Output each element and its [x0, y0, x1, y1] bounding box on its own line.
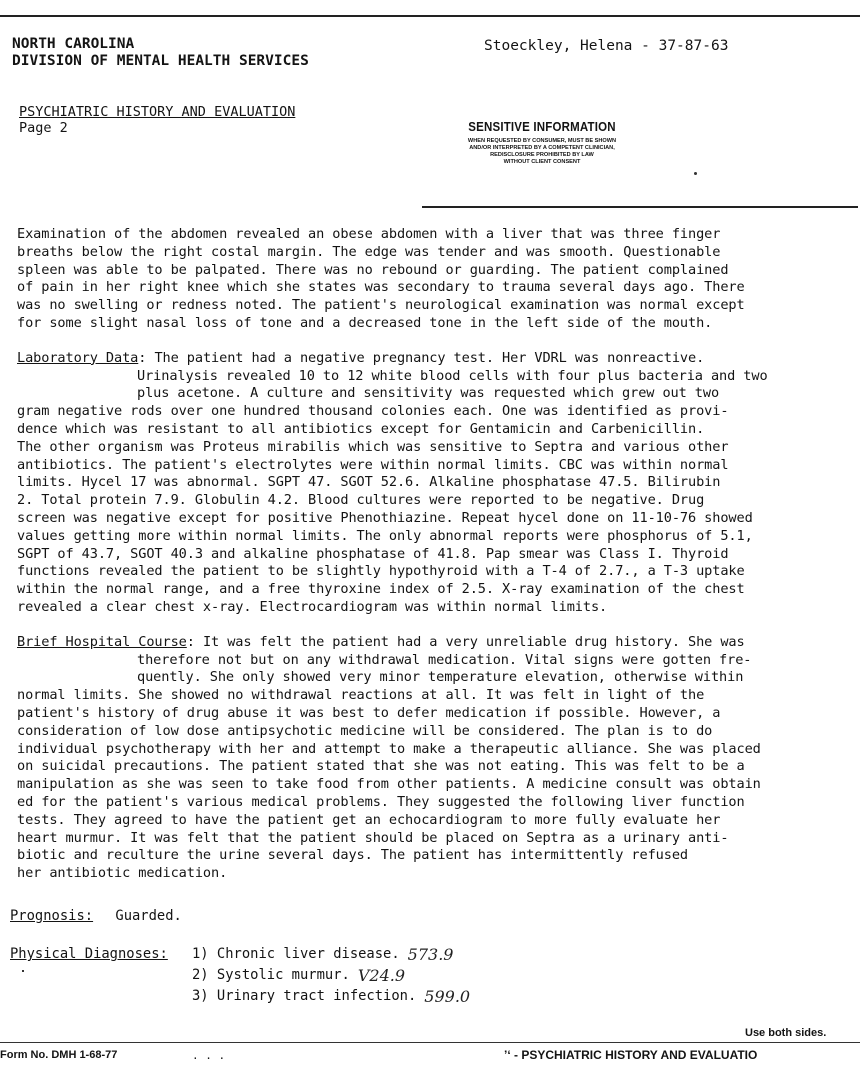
sensitive-information-stamp — [436, 120, 648, 166]
abdomen-paragraph — [17, 226, 857, 333]
text-line: patient's history of drug abuse it was best to defer medication if possible. However, a — [17, 704, 721, 721]
top-border-line — [0, 15, 860, 17]
diagnosis-text: 2) Systolic murmur. — [192, 967, 350, 983]
agency-header — [12, 36, 309, 70]
diagnosis-text: 1) Chronic liver disease. — [192, 946, 400, 962]
header-rule — [422, 206, 858, 208]
text-line: The other organism was Proteus mirabilis which was sensitive to Septra and various other — [17, 438, 729, 455]
text-line: normal limits. She showed no withdrawal reactions at all. It was felt in light of the — [17, 687, 705, 704]
text-line: for some slight nasal loss of tone and a decreased tone in the left side of the mouth. — [17, 314, 713, 331]
text-line: Laboratory Data: The patient had a negative pregnancy test. Her VDRL was nonreactive. — [17, 349, 705, 366]
text-line: plus acetone. A culture and sensitivity was requested which grew out two — [137, 385, 720, 402]
text-line: gram negative rods over one hundred thousand colonies each. One was identified as provi- — [17, 403, 729, 420]
report-body — [17, 226, 857, 883]
text-line: quently. She only showed very minor temperature elevation, otherwise within — [137, 669, 744, 686]
stamp-fine-print — [436, 138, 648, 166]
stamp-line: WITHOUT CLIENT CONSENT — [503, 159, 581, 165]
text-line: functions revealed the patient to be slightly hypothyroid with a T-4 of 2.7., a T-3 uptake — [17, 563, 745, 580]
stamp-line: WHEN REQUESTED BY CONSUMER, MUST BE SHOWN — [467, 138, 617, 144]
text-line: therefore not but on any withdrawal medication. Vital signs were gotten fre- — [137, 651, 752, 668]
diagnosis-code-handwritten: 599.0 — [424, 987, 471, 1006]
form-title: PSYCHIATRIC HISTORY AND EVALUATION — [19, 104, 296, 120]
prognosis-heading: Prognosis: — [10, 908, 94, 924]
text-line: biotic and reculture the urine several days. The patient has intermittently refused — [17, 847, 688, 864]
text-line: was no swelling or redness noted. The patient's neurological examination was normal except — [17, 297, 745, 314]
laboratory-data-section — [17, 350, 857, 617]
text-line: of pain in her right knee which she states was secondary to trauma several days ago. There — [17, 279, 745, 296]
form-number: Form No. DMH 1-68-77 — [0, 1049, 118, 1061]
course-first-line: It was felt the patient had a very unreliable drug history. She was — [202, 633, 745, 650]
use-both-sides-note: Use both sides. — [745, 1027, 827, 1039]
text-line: SGPT of 43.7, SGOT 40.3 and alkaline phosphatase of 41.8. Pap smear was Class I. Thyroid — [17, 545, 729, 562]
text-line: within the normal range, and a free thyroxine index of 2.5. X-ray examination of the chest — [17, 581, 745, 598]
text-line: tests. They agreed to have the patient get an echocardiogram to more fully evaluate her — [17, 811, 721, 828]
patient-identifier: Stoeckley, Helena - 37-87-63 — [484, 38, 729, 54]
prognosis-line — [10, 908, 182, 924]
text-line: Brief Hospital Course: It was felt the patient had a very unreliable drug history. She was — [17, 633, 745, 650]
text-line: 2. Total protein 7.9. Globulin 4.2. Blood cultures were reported to be negative. Drug — [17, 492, 705, 509]
diagnosis-text: 3) Urinary tract infection. — [192, 988, 417, 1004]
physical-diagnoses — [10, 944, 470, 1007]
diagnosis-code-handwritten: 573.9 — [407, 945, 454, 964]
text-line: manipulation as she was seen to take food from other patients. A medicine consult was obtain — [17, 776, 761, 793]
text-line: breaths below the right costal margin. The edge was tender and was smooth. Questionable — [17, 243, 721, 260]
text-line: her antibiotic medication. — [17, 865, 228, 882]
lab-first-line: The patient had a negative pregnancy test. Her VDRL was nonreactive. — [154, 349, 705, 366]
stamp-line: REDISCLOSURE PROHIBITED BY LAW — [490, 152, 594, 158]
text-line: screen was negative except for positive Phenothiazine. Repeat hycel done on 11-10-76 showed — [17, 509, 753, 526]
text-line: individual psychotherapy with her and attempt to make a therapeutic alliance. She was placed — [17, 740, 761, 757]
text-line: ed for the patient's various medical problems. They suggested the following liver function — [17, 793, 745, 810]
text-line: consideration of low dose antipsychotic medicine will be considered. The plan is to do — [17, 722, 713, 739]
hospital-course-section — [17, 634, 857, 883]
agency-line-1: NORTH CAROLINA — [12, 36, 135, 52]
form-title-block — [19, 104, 295, 136]
speck-mark — [22, 970, 24, 972]
stamp-line: AND/OR INTERPRETED BY A COMPETENT CLINICIAN, — [469, 145, 615, 151]
diagnosis-row — [10, 944, 470, 965]
text-line: Examination of the abdomen revealed an obese abdomen with a liver that was three finger — [17, 226, 721, 242]
text-line: limits. Hycel 17 was abnormal. SGPT 47. SGOT 52.6. Alkaline phosphatase 47.5. Bilirubin — [17, 474, 721, 491]
text-line: dence which was resistant to all antibiotics except for Gentamicin and Carbenicillin. — [17, 420, 705, 437]
text-line: heart murmur. It was felt that the patient should be placed on Septra as a urinary anti- — [17, 829, 729, 846]
diagnosis-row — [10, 986, 470, 1007]
footer-dots: . . . — [192, 1049, 226, 1062]
text-line: on suicidal precautions. The patient stated that she was not eating. This was felt to be a — [17, 758, 745, 775]
speck-mark — [694, 172, 697, 175]
text-line: revealed a clear chest x-ray. Electrocardiogram was within normal limits. — [17, 598, 608, 615]
hospital-course-heading: Brief Hospital Course — [17, 633, 187, 650]
page-number: Page 2 — [19, 120, 68, 136]
diagnosis-code-handwritten: V24.9 — [357, 966, 406, 985]
prognosis-value: Guarded. — [115, 908, 182, 924]
physical-diagnoses-heading: Physical Diagnoses: — [10, 946, 168, 962]
footer-form-title: ’‘ - PSYCHIATRIC HISTORY AND EVALUATIO — [504, 1048, 758, 1062]
footer-rule — [0, 1042, 860, 1043]
diagnosis-row — [10, 965, 470, 986]
text-line: Urinalysis revealed 10 to 12 white blood cells with four plus bacteria and two — [137, 367, 768, 384]
agency-line-2: DIVISION OF MENTAL HEALTH SERVICES — [12, 53, 309, 69]
text-line: spleen was able to be palpated. There was no rebound or guarding. The patient complained — [17, 261, 729, 278]
stamp-heading: SENSITIVE INFORMATION — [468, 120, 616, 134]
laboratory-data-heading: Laboratory Data — [17, 349, 139, 366]
text-line: values getting more within normal limits. The only abnormal reports were phosphorus of 5.1, — [17, 527, 753, 544]
text-line: antibiotics. The patient's electrolytes were within normal limits. CBC was within normal — [17, 456, 729, 473]
